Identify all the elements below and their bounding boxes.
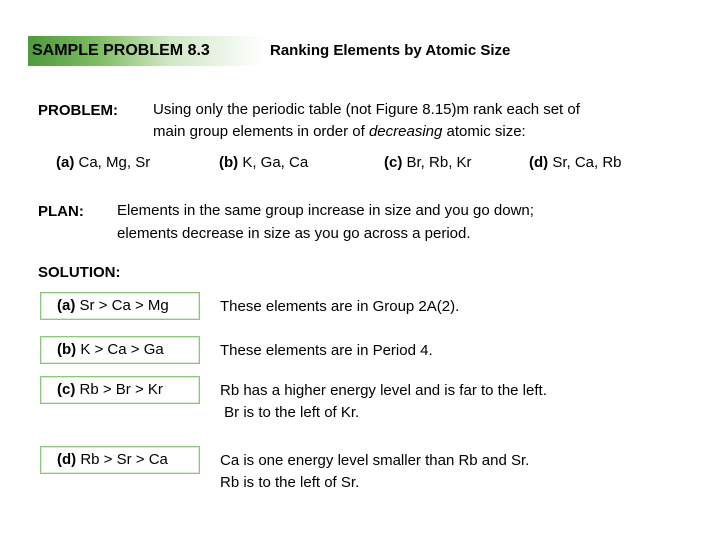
answer-c-letter: (c)	[57, 381, 76, 398]
answer-d-explanation-1: Ca is one energy level smaller than Rb and Sr.	[220, 452, 530, 469]
plan-label: PLAN:	[38, 203, 84, 220]
answer-b-letter: (b)	[57, 341, 77, 358]
problem-title: Ranking Elements by Atomic Size	[270, 42, 511, 59]
part-a-text: Ca, Mg, Sr	[74, 154, 151, 171]
part-c	[384, 154, 472, 171]
answer-a-box	[40, 292, 200, 320]
part-a-letter: (a)	[56, 154, 75, 171]
part-d	[529, 154, 622, 171]
part-b-text: K, Ga, Ca	[238, 154, 309, 171]
answer-d-ranking: Rb > Sr > Ca	[76, 451, 168, 468]
part-d-text: Sr, Ca, Rb	[548, 154, 622, 171]
problem-line-2-emphasis: decreasing	[368, 123, 443, 140]
part-c-letter: (c)	[384, 154, 403, 171]
answer-c-explanation-1: Rb has a higher energy level and is far to the left.	[220, 382, 547, 399]
solution-label: SOLUTION:	[38, 264, 121, 281]
answer-d-explanation-2: Rb is to the left of Sr.	[220, 474, 360, 491]
plan-line-1: Elements in the same group increase in size and you go down;	[117, 202, 534, 219]
answer-c-ranking: Rb > Br > Kr	[75, 381, 163, 398]
parts-list	[0, 154, 728, 176]
problem-line-2-post: atomic size:	[442, 123, 526, 140]
part-d-letter: (d)	[529, 154, 549, 171]
part-c-text: Br, Rb, Kr	[402, 154, 472, 171]
sample-problem-badge: SAMPLE PROBLEM 8.3	[28, 36, 264, 66]
answer-c-explanation-2: Br is to the left of Kr.	[220, 404, 360, 421]
problem-label: PROBLEM:	[38, 102, 118, 119]
part-b-letter: (b)	[219, 154, 239, 171]
answer-b-box	[40, 336, 200, 364]
answer-a-explanation: These elements are in Group 2A(2).	[220, 298, 460, 315]
answer-d-box	[40, 446, 200, 474]
answer-c-box	[40, 376, 200, 404]
answer-a-letter: (a)	[57, 297, 76, 314]
answer-b-ranking: K > Ca > Ga	[76, 341, 164, 358]
answer-b-explanation: These elements are in Period 4.	[220, 342, 433, 359]
answer-d-letter: (d)	[57, 451, 77, 468]
problem-line-2	[153, 120, 526, 144]
problem-line-2-pre: main group elements in order of	[153, 123, 369, 140]
part-a	[56, 154, 150, 171]
answer-a-ranking: Sr > Ca > Mg	[75, 297, 169, 314]
problem-line-1: Using only the periodic table (not Figure 8.15)m rank each set of	[153, 101, 580, 118]
plan-line-2: elements decrease in size as you go across a period.	[117, 225, 471, 242]
part-b	[219, 154, 308, 171]
